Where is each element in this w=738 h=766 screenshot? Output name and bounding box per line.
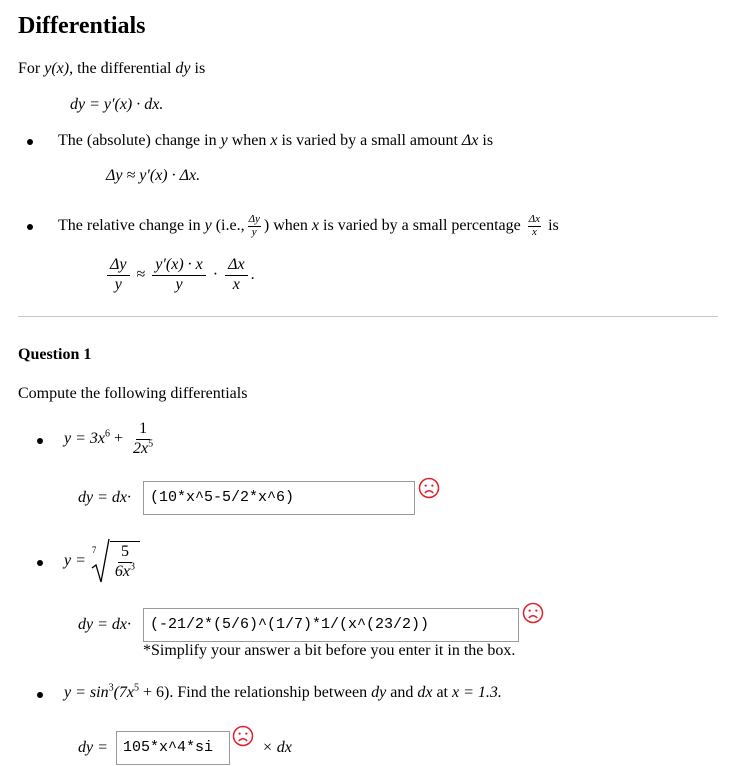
bullet-absolute-change (58, 132, 493, 150)
fraction-numerator: Δy (107, 257, 130, 276)
var-dy: dy (371, 684, 387, 701)
intro-middle: , the differential (69, 60, 172, 77)
fraction-denominator: x (531, 225, 537, 238)
absolute-change-formula: Δy ≈ y′(x) · Δx. (106, 167, 201, 184)
fraction-denominator: y (175, 275, 183, 293)
intro-prefix: For (18, 60, 41, 77)
answer-label-1: dy = dx· (78, 489, 131, 506)
percentage-fraction (528, 214, 541, 238)
approx-symbol: ≈ (136, 265, 146, 283)
answer-input-2[interactable]: (-21/2*(5/6)^(1/7)*1/(x^(23/2)) (143, 608, 519, 642)
sad-face-icon (522, 602, 544, 624)
bullet-text: ) (263, 217, 270, 234)
intro-fn: y(x) (44, 60, 70, 77)
radical-sign: 7 (90, 538, 110, 584)
exponent: 5 (134, 682, 140, 694)
fraction-numerator: Δx (225, 257, 248, 276)
bullet-text: is varied by a small percentage (323, 217, 521, 234)
bullet-text: is (482, 132, 494, 149)
plus-symbol: + (114, 429, 124, 447)
relative-change-formula (104, 257, 255, 294)
fraction-denominator: y (114, 275, 122, 293)
exponent: 6 (105, 428, 110, 440)
fraction-numerator: y′(x) · x (152, 257, 205, 276)
fraction-numerator: 1 (136, 421, 150, 440)
equation-lhs: y = sin (64, 684, 109, 701)
bullet-dot (37, 692, 43, 698)
exponent: 3 (108, 682, 114, 694)
equation-lhs: y = (64, 552, 86, 569)
fraction-denominator: y (251, 225, 257, 238)
page-title: Differentials (18, 13, 146, 39)
answer-input-3[interactable]: 105*x^4*si (116, 731, 230, 765)
intro-dy: dy (175, 60, 191, 77)
answer-label-3: dy = (78, 739, 108, 756)
answer-suffix: × dx (262, 739, 292, 756)
delta-x: Δx (461, 132, 479, 149)
question-heading: Question 1 (18, 346, 92, 363)
bullet-text: is varied by a small amount (281, 132, 458, 149)
seventh-root (90, 538, 140, 584)
fraction-numerator: Δx (528, 213, 541, 226)
equation-3 (64, 684, 502, 702)
answer-label-2: dy = dx· (78, 616, 131, 633)
bullet-text: The (absolute) change in (58, 132, 217, 149)
equation-argument: (7x (113, 684, 135, 701)
mid-fraction (152, 257, 205, 294)
var-y: y (204, 217, 212, 234)
equation-1 (64, 421, 159, 458)
var-y: y (220, 132, 228, 149)
radicand-fraction (110, 541, 140, 581)
var-x: x (270, 132, 278, 149)
question-text: at (436, 684, 448, 701)
x-value: x = 1.3. (451, 684, 502, 701)
rhs-fraction (225, 257, 248, 294)
sad-face-icon (232, 725, 254, 747)
bullet-text: when (231, 132, 267, 149)
fraction-numerator: Δy (248, 213, 260, 226)
bullet-text: is (548, 217, 559, 234)
exponent: 5 (148, 438, 154, 450)
simplify-note: *Simplify your answer a bit before you enter it in the box. (143, 642, 516, 659)
bullet-text: The relative change in (58, 217, 201, 234)
intro-formula: dy = y′(x) · dx. (70, 96, 164, 113)
fraction-denominator: 6x (114, 563, 131, 580)
bullet-dot (27, 224, 33, 230)
bullet-dot (37, 560, 43, 566)
bullet-dot (27, 139, 33, 145)
bullet-text: when (273, 217, 308, 234)
sad-face-icon (418, 477, 440, 499)
intro-text (18, 60, 205, 78)
exponent: 3 (130, 561, 136, 573)
dot-symbol: · (212, 265, 219, 283)
bullet-relative-change (58, 210, 559, 242)
question-prompt: Compute the following differentials (18, 385, 248, 402)
fraction-numerator: 5 (118, 544, 132, 563)
equation-2 (64, 538, 140, 584)
bullet-text: (i.e., (215, 217, 245, 234)
lhs-fraction (107, 257, 130, 294)
equation-fraction (130, 421, 156, 458)
relative-fraction (248, 214, 261, 238)
equation-argument-end: + 6). (143, 684, 174, 701)
intro-suffix: is (194, 60, 206, 77)
fraction-denominator: x (232, 275, 240, 293)
var-x: x (311, 217, 320, 234)
equation-lhs: y = 3x (64, 429, 105, 447)
section-divider (18, 316, 718, 317)
question-text: and (390, 684, 414, 701)
answer-input-1[interactable]: (10*x^5-5/2*x^6) (143, 481, 415, 515)
fraction-denominator: 2x (133, 439, 149, 457)
var-dx: dx (417, 684, 433, 701)
radical-icon (90, 538, 110, 584)
bullet-dot (37, 438, 43, 444)
question-text: Find the relationship between (177, 684, 368, 701)
period: . (250, 265, 255, 283)
